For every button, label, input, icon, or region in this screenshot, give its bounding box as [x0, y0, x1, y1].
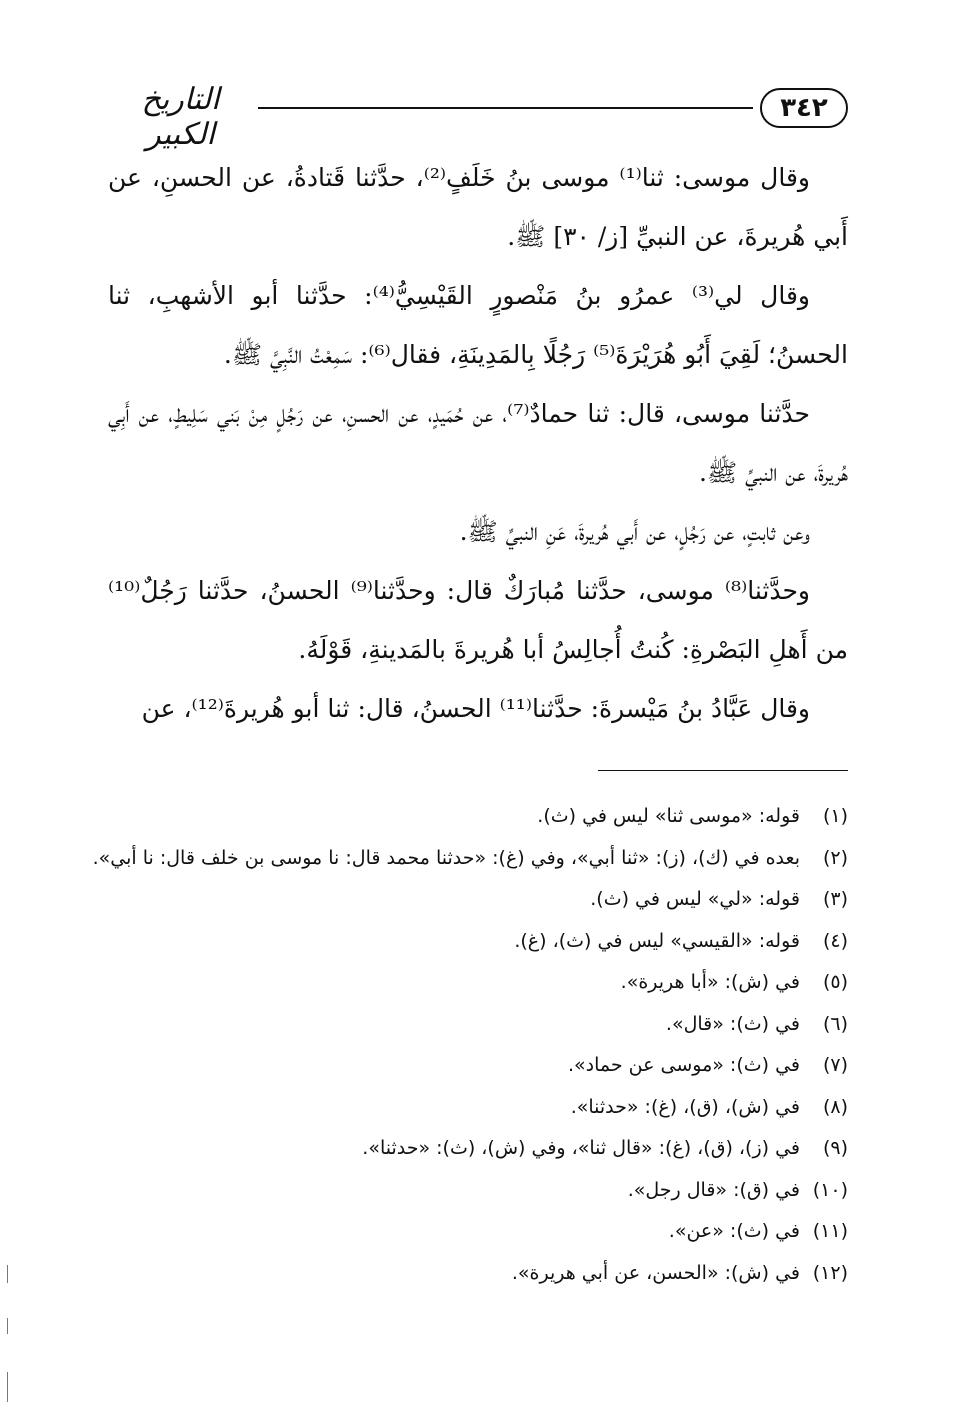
- footnote-number: (٣): [822, 888, 848, 910]
- footnote-item: [92, 838, 848, 880]
- footnote-text: في (ث): «موسى عن حماد».: [567, 1054, 800, 1076]
- footnote-item: [108, 1253, 848, 1295]
- header-rule: [258, 107, 753, 109]
- footnote-separator: [598, 770, 848, 771]
- footnote-number: (٢): [822, 846, 848, 869]
- paragraph: وعن ثابتٍ، عن رَجُلٍ، عن أَبي هُريرةَ، عَنِ النبيِّ ﷺ.: [459, 517, 810, 546]
- scan-margin-mark: [7, 1265, 8, 1283]
- footnote-text: بعده في (ك)، (ز): «ثنا أبي»، وفي (غ): «حدثنا محمد قال: نا موسى بن خلف قال: نا أبي».: [92, 846, 800, 869]
- footnote-number: (٦): [822, 1012, 848, 1035]
- footnote-text: في (ث): «قال».: [665, 1012, 800, 1035]
- footnote-number: (٤): [822, 929, 848, 952]
- footnote-text: قوله: «القيسي» ليس في (ث)، (غ).: [514, 929, 800, 952]
- footnote-text: قوله: «لي» ليس في (ث).: [590, 888, 800, 910]
- footnote-text: قوله: «موسى ثنا» ليس في (ث).: [537, 805, 800, 827]
- footnote-item: [108, 1211, 848, 1253]
- footnote-text: في (ث): «عن».: [668, 1220, 800, 1242]
- footnote-item: [108, 1004, 848, 1046]
- footnote-text: في (ق): «قال رجل».: [627, 1178, 800, 1201]
- footnote-item: [108, 921, 848, 963]
- scan-margin-mark: [7, 1372, 8, 1402]
- footnote-number: (٧): [822, 1054, 848, 1076]
- footnote-number: (٥): [822, 971, 848, 993]
- paragraph: وقال عَبَّادُ بنُ مَيْسرةَ: حدَّثنا⁽¹¹⁾ الحسنُ، قال: ثنا أبو هُريرةَ⁽¹²⁾، عن: [141, 694, 810, 723]
- main-text: [108, 148, 848, 738]
- footnote-number: (١٢): [812, 1261, 848, 1284]
- paragraph: وحدَّثنا⁽⁸⁾ موسى، حدَّثنا مُبارَكٌ قال: وحدَّثنا⁽⁹⁾ الحسنُ، حدَّثنا رَجُلٌ⁽¹⁰⁾ من أَهلِ البَصْرةِ: كُنتُ أُجالِسُ أبا هُريرةَ بالمَدينةِ، قَوْلَهُ.: [108, 576, 848, 664]
- running-title: التاريخ الكبير: [141, 82, 220, 152]
- footnote-text: في (ش): «الحسن، عن أبي هريرة».: [511, 1261, 800, 1284]
- footnote-item: [108, 1087, 848, 1129]
- footnote-number: (١): [822, 805, 848, 827]
- footnote-item: [108, 796, 848, 838]
- paragraph: حدَّثنا موسى، قال: ثنا حمادٌ⁽⁷⁾، عن حُمَيدٍ، عن الحسنِ، عن رَجُلٍ مِنْ بَني سَلِيطٍ، عن أَبِي هُريرةَ، عن النبيِّ ﷺ.: [108, 399, 848, 487]
- footnote-text: في (ش)، (ق)، (غ): «حدثنا».: [570, 1095, 800, 1118]
- footnotes: [92, 796, 848, 1294]
- page-number: ٣٤٢: [760, 88, 848, 128]
- footnote-text: في (ش): «أبا هريرة».: [620, 971, 800, 993]
- footnote-text: في (ز)، (ق)، (غ): «قال ثنا»، وفي (ش)، (ث): «حدثنا».: [362, 1137, 800, 1159]
- footnote-item: [108, 1170, 848, 1212]
- paragraph: وقال موسى: ثنا⁽¹⁾ موسى بنُ خَلَفٍ⁽²⁾، حدَّثنا قَتادةُ، عن الحسنِ، عن أَبي هُريرةَ، عن النبيِّ [ز/ ٣٠] ﷺ.: [108, 163, 848, 251]
- footnote-item: [108, 879, 848, 921]
- footnote-item: [108, 1045, 848, 1087]
- footnote-number: (١١): [812, 1220, 848, 1242]
- page-header: [108, 82, 848, 152]
- paragraph: وقال لي⁽³⁾ عمرُو بنُ مَنْصورٍ القَيْسِيُّ⁽⁴⁾: حدَّثنا أبو الأشهبِ، ثنا الحسنُ؛ لَقِيَ أَبُو هُرَيْرَةَ⁽⁵⁾ رَجُلًا بِالمَدِينَةِ، فقال⁽⁶⁾: سَمِعْتُ النَّبِيَّ ﷺ.: [108, 281, 848, 369]
- footnote-item: [108, 962, 848, 1004]
- footnote-item: [108, 1128, 848, 1170]
- footnote-number: (٨): [822, 1095, 848, 1118]
- footnote-number: (١٠): [812, 1178, 848, 1201]
- scan-margin-mark: [7, 1318, 8, 1334]
- footnote-number: (٩): [822, 1137, 848, 1159]
